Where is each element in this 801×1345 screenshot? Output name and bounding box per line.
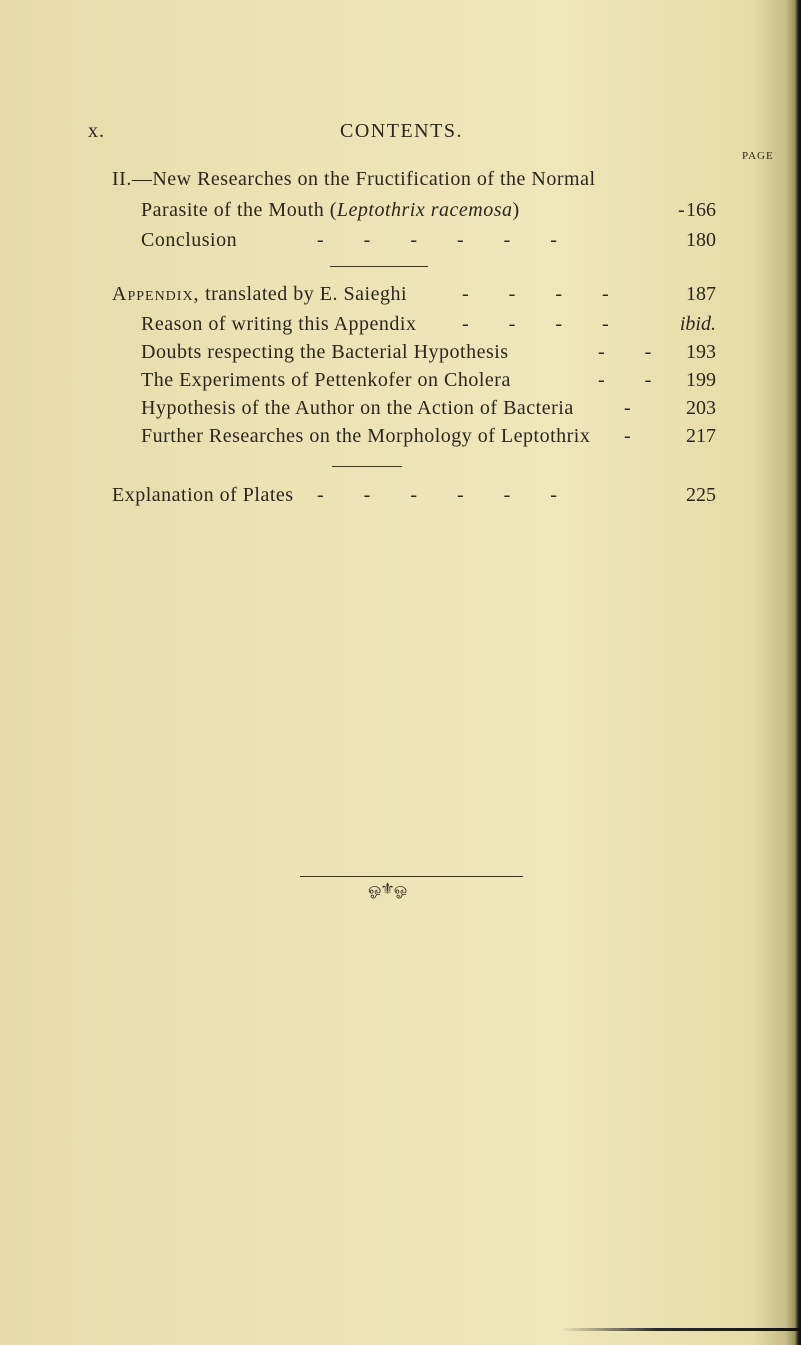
toc-entry-1-page: 180: [686, 229, 716, 251]
toc-entry-8-title: Explanation of Plates: [112, 484, 294, 506]
toc-entry-7-page: 217: [686, 425, 716, 447]
toc-entry-6-leader: -: [624, 397, 631, 419]
toc-entry-7-title: Further Researches on the Morphology of Leptothrix: [141, 425, 591, 447]
page-column-label: PAGE: [742, 150, 774, 162]
toc-entry-0-line2: Parasite of the Mouth (Leptothrix racemosa): [141, 199, 520, 221]
page-title: CONTENTS.: [340, 120, 463, 142]
toc-entry-6-page: 203: [686, 397, 716, 419]
page-edge-shadow: [785, 0, 801, 1345]
toc-entry-2-leader: - - - -: [462, 283, 609, 305]
toc-entry-0-leader: -: [678, 199, 685, 221]
toc-entry-4-page: 193: [686, 341, 716, 363]
toc-entry-3-page: ibid.: [679, 313, 716, 335]
toc-entry-0-page: 166: [686, 199, 716, 221]
toc-entry-2-page: 187: [686, 283, 716, 305]
toc-entry-8-leader: - - - - - -: [317, 484, 557, 506]
toc-entry-3-leader: - - - -: [462, 313, 609, 335]
toc-entry-8-page: 225: [686, 484, 716, 506]
toc-entry-4-leader: - -: [598, 341, 652, 363]
ornament-rule: [300, 876, 523, 877]
page-number-roman: x.: [88, 120, 105, 142]
toc-entry-4-title: Doubts respecting the Bacterial Hypothesis: [141, 341, 509, 363]
section-rule-2: [332, 466, 402, 467]
toc-entry-6-title: Hypothesis of the Author on the Action of Bacteria: [141, 397, 574, 419]
toc-entry-0-line1: II.—New Researches on the Fructification of the Normal: [112, 168, 596, 190]
toc-entry-5-page: 199: [686, 369, 716, 391]
section-rule-1: [330, 266, 428, 267]
taxon-italic: Leptothrix racemosa: [336, 199, 513, 221]
toc-entry-1-leader: - - - - - -: [317, 229, 557, 251]
toc-entry-5-title: The Experiments of Pettenkofer on Cholera: [141, 369, 511, 391]
toc-entry-7-leader: -: [624, 425, 631, 447]
toc-entry-3-title: Reason of writing this Appendix: [141, 313, 417, 335]
toc-entry-5-leader: - -: [598, 369, 652, 391]
toc-entry-1-title: Conclusion: [141, 229, 238, 251]
tailpiece-ornament-icon: ஓ⚜ஓ: [368, 881, 407, 898]
toc-entry-2-title: Appendix, translated by E. Saieghi: [112, 283, 408, 305]
bottom-edge-line: [560, 1328, 801, 1331]
